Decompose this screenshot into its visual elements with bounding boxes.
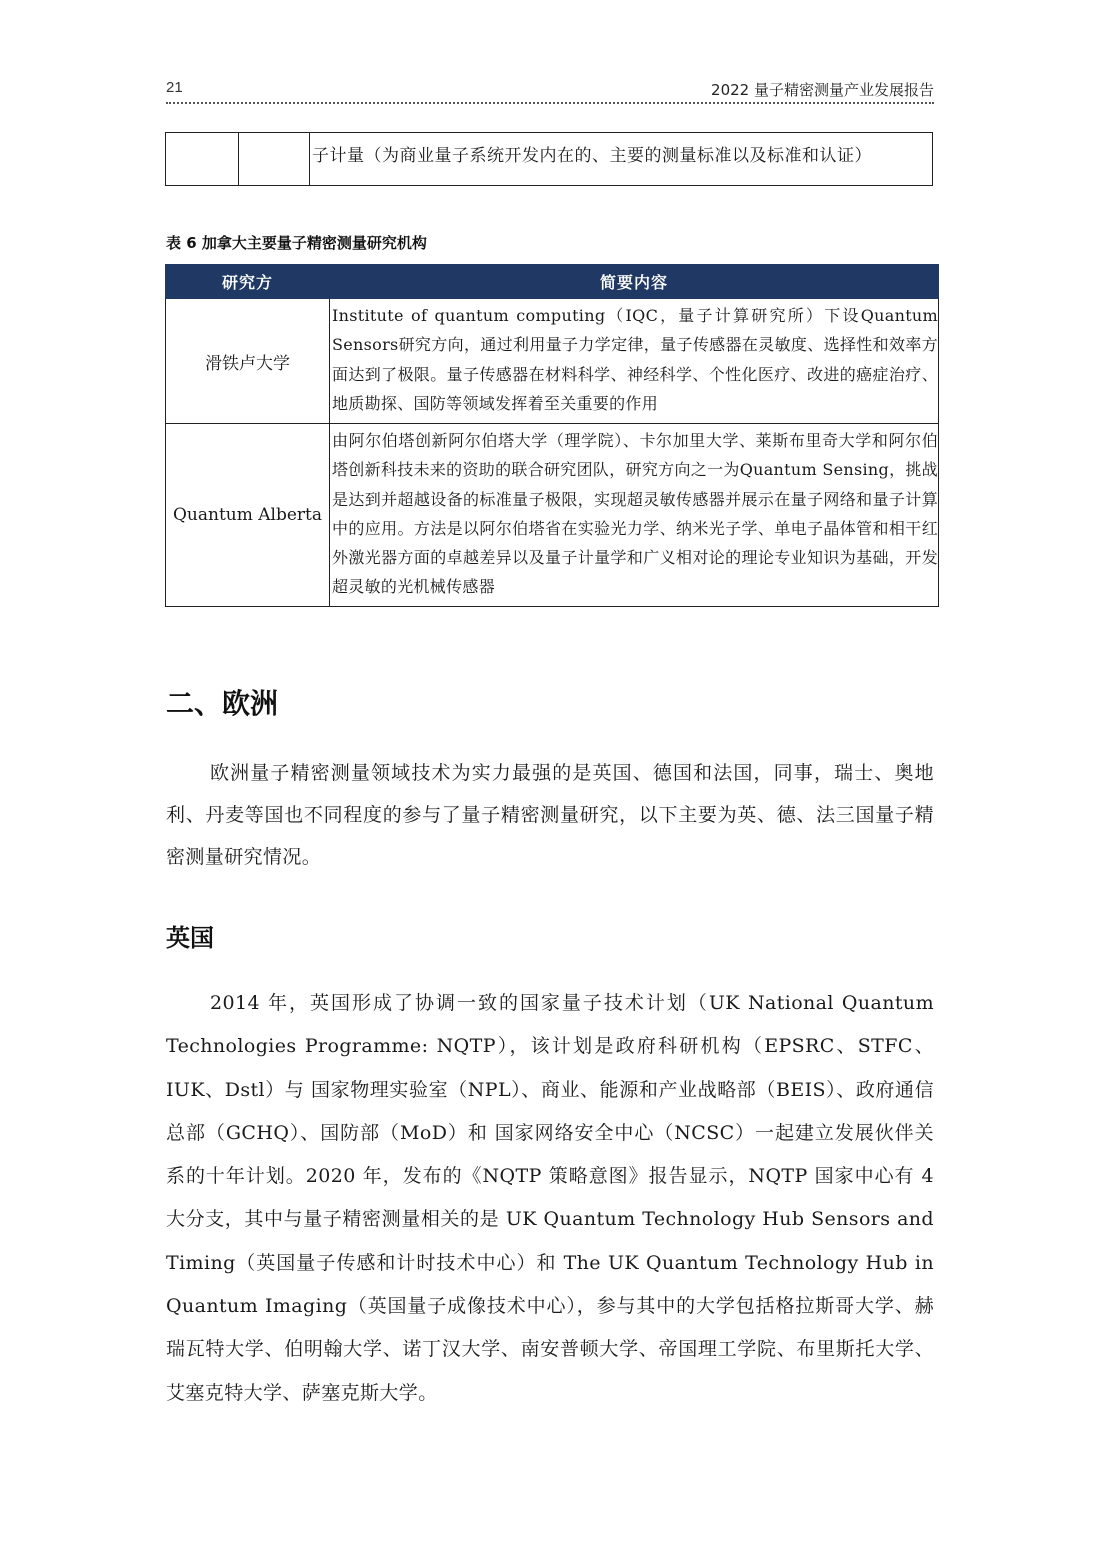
- section-heading: 二、欧洲: [166, 687, 279, 720]
- subsection-heading: 英国: [166, 924, 214, 952]
- body-paragraph: 2014 年，英国形成了协调一致的国家量子技术计划（UK National Quantum Technologies Programme: NQTP），该计划是政府科研机构（EPSRC、STFC、IUK、Dstl）与 国家物理实验室（NPL）、商业、能源和产业战略部（BEIS）、政府通信总部（GCHQ）、国防部（MoD）和 国家网络安全中心（NCSC）一起建立发展伙伴关系的十年计划。2020 年，发布的《NQTP 策略意图》报告显示，NQTP 国家中心有 4 大分支，其中与量子精密测量相关的是 UK Quantum Technology Hub Sensors and Timing（英国量子传感和计时技术中心）和 The UK Quantum Technology Hub in Quantum Imaging（英国量子成像技术中心），参与其中的大学包括格拉斯哥大学、赫瑞瓦特大学、伯明翰大学、诺丁汉大学、南安普顿大学、帝国理工学院、布里斯托大学、艾塞克特大学、萨塞克斯大学。: [166, 992, 934, 1404]
- institution-description: Institute of quantum computing（IQC，量子计算研究所）下设Quantum Sensors研究方向，通过利用量子力学定律，量子传感器在灵敏度、选择性和效率方面达到了极限。量子传感器在材料科学、神经科学、个性化医疗、改进的癌症治疗、地质勘探、国防等领域发挥着至关重要的作用: [330, 299, 939, 424]
- empty-cell: [166, 133, 239, 186]
- institution-description: 由阿尔伯塔创新阿尔伯塔大学（理学院）、卡尔加里大学、莱斯布里奇大学和阿尔伯塔创新科技未来的资助的联合研究团队，研究方向之一为Quantum Sensing，挑战是达到并超越设备的标准量子极限，实现超灵敏传感器并展示在量子网络和量子计算中的应用。方法是以阿尔伯塔省在实验光力学、纳米光子学、单电子晶体管和相干红外激光器方面的卓越差异以及量子计量学和广义相对论的理论专业知识为基础，开发超灵敏的光机械传感器: [330, 424, 939, 607]
- continued-table: [165, 132, 933, 186]
- page-header: [166, 76, 934, 104]
- column-header: 研究方: [166, 265, 330, 299]
- table-row: [166, 299, 939, 424]
- page-number: 21: [166, 79, 183, 96]
- table-row: [166, 424, 939, 607]
- canada-institutions-table: [165, 264, 939, 607]
- institution-name: Quantum Alberta: [166, 424, 330, 607]
- empty-cell: [239, 133, 310, 186]
- table-cell: 子计量（为商业量子系统开发内在的、主要的测量标准以及标准和认证）: [310, 133, 933, 186]
- table-header-row: [166, 265, 939, 299]
- column-header: 简要内容: [330, 265, 939, 299]
- body-paragraph: 欧洲量子精密测量领域技术为实力最强的是英国、德国和法国，同事，瑞士、奥地利、丹麦等国也不同程度的参与了量子精密测量研究，以下主要为英、德、法三国量子精密测量研究情况。: [166, 762, 934, 868]
- report-title: 2022 量子精密测量产业发展报告: [711, 81, 934, 99]
- table-caption: 表 6 加拿大主要量子精密测量研究机构: [166, 234, 427, 252]
- table-row: [166, 133, 933, 186]
- institution-name: 滑铁卢大学: [166, 299, 330, 424]
